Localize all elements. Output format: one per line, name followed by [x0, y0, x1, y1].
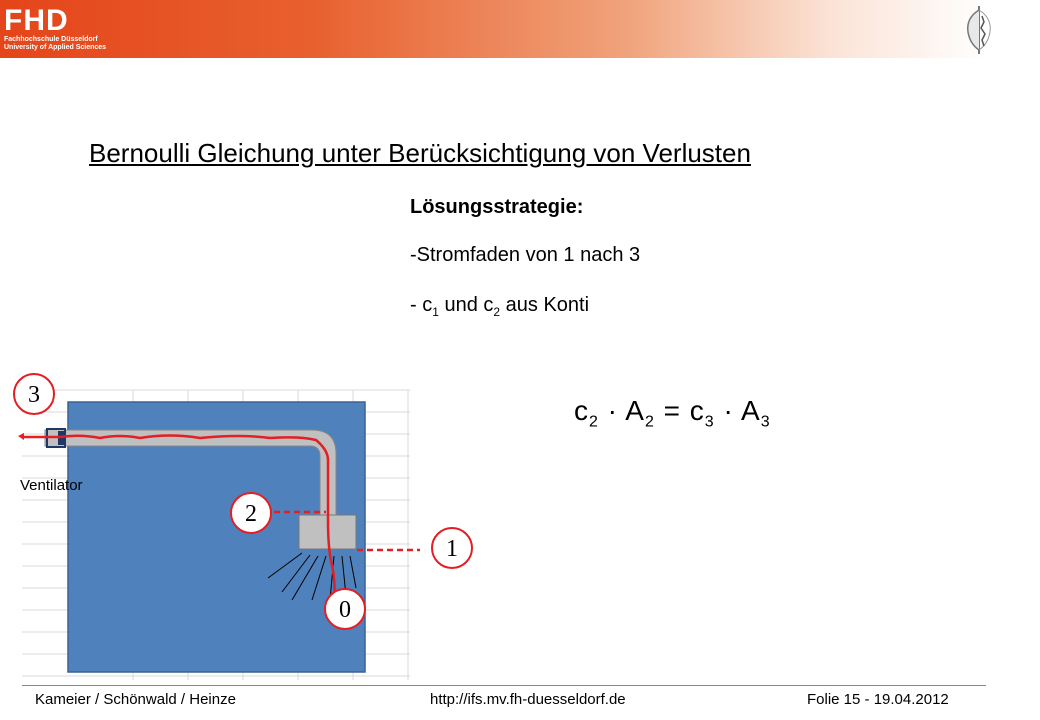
item2-sub1: 1 — [432, 305, 439, 319]
eq-sub-c2: 2 — [589, 413, 599, 431]
marker-0-label: 0 — [339, 597, 351, 623]
footer-authors: Kameier / Schönwald / Heinze — [35, 691, 236, 708]
fan-label: Ventilator — [20, 477, 83, 494]
marker-3-label: 3 — [28, 382, 40, 408]
footer-divider — [22, 685, 986, 686]
item2-prefix: - c — [410, 294, 433, 316]
footer-url[interactable]: http://ifs.mv.fh-duesseldorf.de — [430, 691, 626, 708]
marker-2-label: 2 — [245, 501, 257, 527]
continuity-equation — [574, 395, 771, 432]
logo-line1: Fachhochschule Düsseldorf — [4, 36, 98, 43]
streamline-tip — [18, 433, 24, 440]
eq-c3: c — [689, 395, 705, 426]
crest-icon — [962, 4, 996, 56]
footer-slide-info: Folie 15 - 19.04.2012 — [807, 691, 949, 708]
marker-1-label: 1 — [446, 536, 458, 562]
eq-sub-A2: 2 — [644, 413, 655, 431]
marker-1 — [430, 526, 474, 570]
logo-line2: University of Applied Sciences — [4, 44, 107, 51]
eq-dot2: · — [714, 395, 742, 426]
strategy-item-continuity — [410, 294, 589, 319]
eq-A2: A — [625, 395, 645, 426]
logo-mark: FHD — [4, 4, 69, 37]
eq-A3: A — [741, 395, 761, 426]
strategy-item-streamline: -Stromfaden von 1 nach 3 — [410, 244, 641, 266]
eq-dot1: · — [598, 395, 626, 426]
eq-c2: c — [574, 395, 589, 426]
strategy-heading: Lösungsstrategie: — [410, 196, 584, 218]
item2-suffix: aus Konti — [500, 294, 590, 316]
slide-title: Bernoulli Gleichung unter Berücksichtigung von Verlusten — [89, 138, 751, 168]
header-band — [0, 0, 1040, 58]
item2-sub2: 2 — [493, 305, 501, 319]
eq-sub-A3: 3 — [760, 413, 771, 431]
flow-diagram — [0, 360, 420, 690]
fhd-logo — [4, 6, 106, 52]
eq-sub-c3: 3 — [704, 413, 715, 431]
item2-mid: und c — [438, 294, 494, 316]
eq-equals: = — [654, 395, 690, 426]
